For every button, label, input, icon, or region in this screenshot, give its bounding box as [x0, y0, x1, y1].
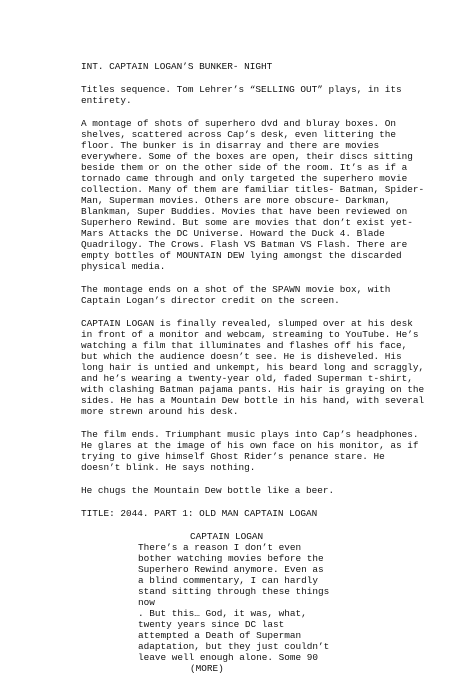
action-line: TITLE: 2044. PART 1: OLD MAN CAPTAIN LOGAN — [81, 508, 318, 519]
action-line: tornado came through and only targeted the superhero movie — [81, 173, 408, 184]
action-line: shelves, scattered across Cap’s desk, even littering the — [81, 129, 397, 140]
dialogue-line: now — [138, 597, 155, 608]
action-line: Titles sequence. Tom Lehrer’s “SELLING OUT” plays, in its — [81, 84, 402, 95]
action-line: in front of a monitor and webcam, streaming to YouTube. He’s — [81, 329, 419, 340]
action-line: long hair is untied and unkempt, his beard long and scraggly, — [81, 362, 425, 373]
action-line: physical media. — [81, 261, 166, 272]
dialogue-line: attempted a Death of Superman — [138, 630, 302, 641]
action-line: but which the audience doesn’t see. He is disheveled. His — [81, 351, 402, 362]
action-line: sides. He has a Mountain Dew bottle in his hand, with several — [81, 395, 425, 406]
dialogue-line: leave well enough alone. Some 90 — [138, 652, 319, 663]
dialogue-line: stand sitting through these things — [138, 586, 330, 597]
action-line: collection. Many of them are familiar titles- Batman, Spider- — [81, 184, 425, 195]
action-line: Captain Logan’s director credit on the screen. — [81, 295, 340, 306]
dialogue-line: twenty years since DC last — [138, 619, 285, 630]
action-line: He chugs the Mountain Dew bottle like a beer. — [81, 485, 335, 496]
action-line: A montage of shots of superhero dvd and bluray boxes. On — [81, 118, 397, 129]
action-line: watching a film that illuminates and flashes off his face, — [81, 340, 408, 351]
character-name: CAPTAIN LOGAN — [190, 531, 264, 542]
action-line: Blankman, Super Buddies. Movies that have been reviewed on — [81, 206, 408, 217]
more-marker: (MORE) — [190, 663, 224, 674]
action-line: Quadrilogy. The Crows. Flash VS Batman VS Flash. There are — [81, 239, 408, 250]
dialogue-line: . But this… God, it was, what, — [138, 608, 307, 619]
action-line: everywhere. Some of the boxes are open, their discs sitting — [81, 151, 413, 162]
action-line: more strewn around his desk. — [81, 406, 239, 417]
action-line: The film ends. Triumphant music plays into Cap’s headphones. — [81, 429, 419, 440]
action-line: Man, Superman movies. Others are more obscure- Darkman, — [81, 195, 391, 206]
dialogue-line: a blind commentary, I can hardly — [138, 575, 319, 586]
action-line: The montage ends on a shot of the SPAWN movie box, with — [81, 284, 391, 295]
action-line: trying to give himself Ghost Rider’s penance stare. He — [81, 451, 385, 462]
dialogue-line: Superhero Rewind anymore. Even as — [138, 564, 324, 575]
action-line: beside them or on the other side of the room. It’s as if a — [81, 162, 408, 173]
action-line: entirety. — [81, 95, 132, 106]
action-line: Mars Attacks the DC Universe. Howard the Duck 4. Blade — [81, 228, 385, 239]
action-line: empty bottles of MOUNTAIN DEW lying amongst the discarded — [81, 250, 402, 261]
action-line: CAPTAIN LOGAN is finally revealed, slumped over at his desk — [81, 318, 413, 329]
dialogue-line: There’s a reason I don’t even — [138, 542, 302, 553]
action-line: floor. The bunker is in disarray and there are movies — [81, 140, 380, 151]
action-line: He glares at the image of his own face on his monitor, as if — [81, 440, 419, 451]
action-line: INT. CAPTAIN LOGAN’S BUNKER- NIGHT — [81, 61, 273, 72]
action-line: doesn’t blink. He says nothing. — [81, 462, 256, 473]
dialogue-line: adaptation, but they just couldn’t — [138, 641, 330, 652]
action-line: with clashing Batman pajama pants. His hair is graying on the — [81, 384, 425, 395]
dialogue-line: bother watching movies before the — [138, 553, 324, 564]
action-line: Superhero Rewind. But some are movies that don’t exist yet- — [81, 217, 413, 228]
action-line: and he’s wearing a twenty-year old, faded Superman t-shirt, — [81, 373, 413, 384]
